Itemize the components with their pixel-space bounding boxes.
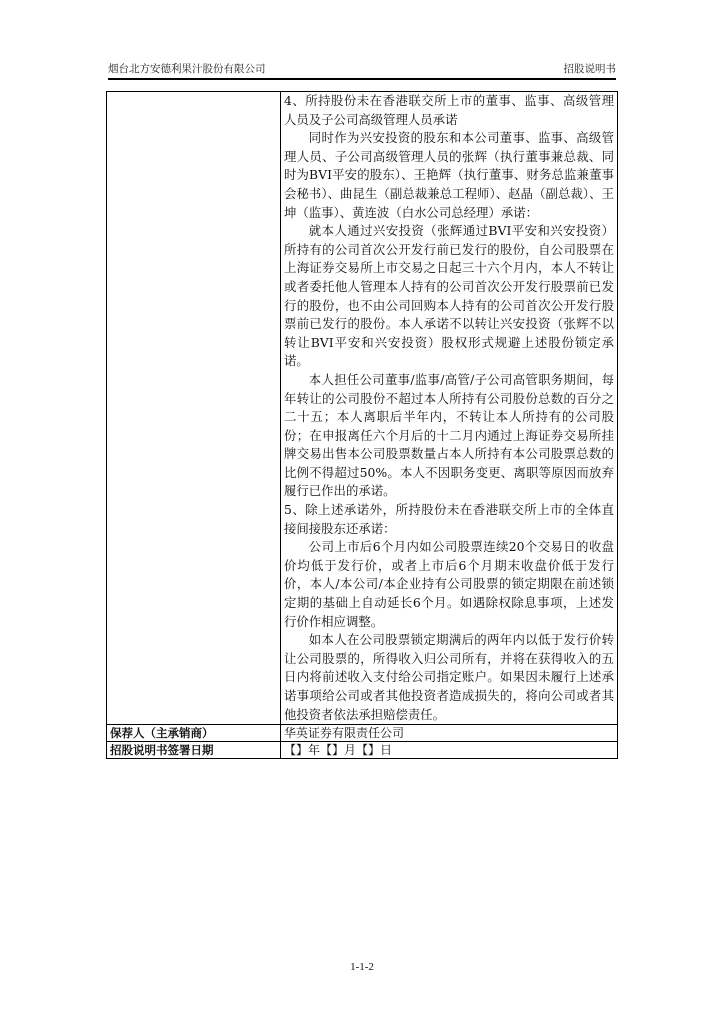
sponsor-row <box>107 725 618 742</box>
page-header <box>108 61 616 77</box>
sponsor-label: 保荐人（主承销商） <box>107 725 281 742</box>
commitment-label-cell <box>107 92 281 725</box>
header-company-name: 烟台北方安德利果汁股份有限公司 <box>108 63 266 75</box>
commitment-heading-5: 5、除上述承诺外，所持股份未在香港联交所上市的全体直接间接股东还承诺： <box>284 502 614 536</box>
signing-date-value: 【】年【】月【】日 <box>281 742 618 759</box>
commitment-content-cell <box>281 92 618 725</box>
signing-date-label: 招股说明书签署日期 <box>107 742 281 759</box>
prospectus-info-table <box>106 91 618 759</box>
commitment-paragraph: 公司上市后6个月内如公司股票连续20个交易日的收盘价均低于发行价，或者上市后6个月期末收盘价低于发行价，本人/本公司/本企业持有公司股票的锁定期限在前述锁定期的基础上自动延长6个月。如遇除权除息事项，上述发行价作相应调整。 <box>284 539 614 629</box>
commitment-heading-4: 4、所持股份未在香港联交所上市的董事、监事、高级管理人员及子公司高级管理人员承诺 <box>284 93 614 127</box>
commitment-paragraph: 就本人通过兴安投资（张辉通过BVI平安和兴安投资）所持有的公司首次公开发行前已发行的股份，自公司股票在上海证券交易所上市交易之日起三十六个月内，本人不转让或者委托他人管理本人持有的公司首次公开发行股票前已发行的股份，也不由公司回购本人持有的公司首次公开发行股票前已发行的股份。本人承诺不以转让兴安投资（张辉不以转让BVI平安和兴安投资）股权形式规避上述股份锁定承诺。 <box>284 223 614 369</box>
commitment-row <box>107 92 618 725</box>
signing-date-row <box>107 742 618 759</box>
commitment-paragraph: 同时作为兴安投资的股东和本公司董事、监事、高级管理人员、子公司高级管理人员的张辉（执行董事兼总裁、同时为BVI平安的股东）、王艳辉（执行董事、财务总监兼董事会秘书）、曲昆生（副总裁兼总工程师）、赵晶（副总裁）、王坤（监事）、黄连波（白水公司总经理）承诺： <box>284 130 614 220</box>
commitment-paragraph: 如本人在公司股票锁定期满后的两年内以低于发行价转让公司股票的，所得收入归公司所有，并将在获得收入的五日内将前述收入支付给公司指定账户。如果因未履行上述承诺事项给公司或者其他投资者造成损失的，将向公司或者其他投资者依法承担赔偿责任。 <box>284 632 614 722</box>
header-document-type: 招股说明书 <box>563 63 616 75</box>
sponsor-value: 华英证券有限责任公司 <box>281 725 618 742</box>
page-number: 1-1-2 <box>350 961 374 973</box>
commitment-paragraph: 本人担任公司董事/监事/高管/子公司高管职务期间，每年转让的公司股份不超过本人所持有公司股份总数的百分之二十五；本人离职后半年内，不转让本人所持有的公司股份；在申报离任六个月后的十二月内通过上海证券交易所挂牌交易出售本公司股票数量占本人所持有本公司股票总数的比例不得超过50%。本人不因职务变更、离职等原因而放弃履行已作出的承诺。 <box>284 371 614 499</box>
header-divider <box>108 78 616 80</box>
